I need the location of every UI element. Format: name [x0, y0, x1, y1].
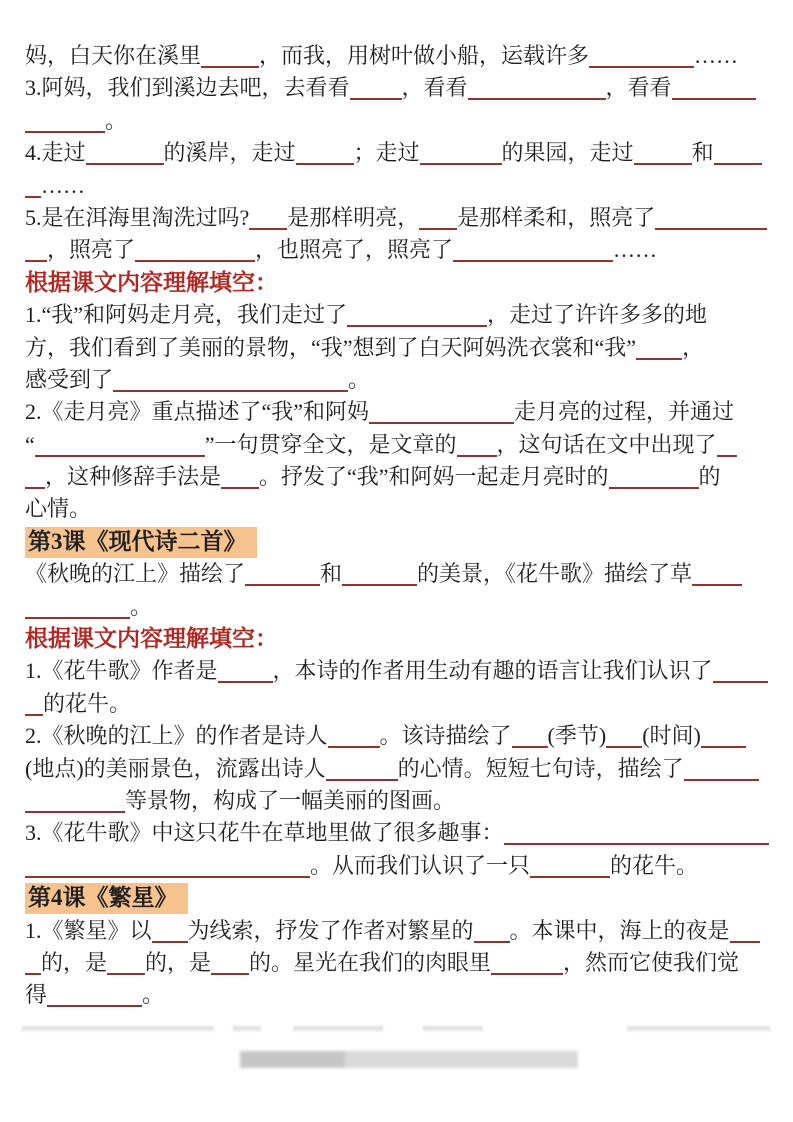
fill-in-blank	[684, 763, 759, 781]
ghost-text-artifact	[22, 1026, 214, 1031]
text-run: (季节)	[547, 723, 607, 749]
worksheet-line	[25, 591, 777, 623]
worksheet-line	[25, 850, 777, 882]
text-run: 和	[320, 561, 343, 587]
text-run: ；走过	[353, 140, 420, 166]
worksheet-line	[25, 332, 777, 364]
text-run: ，看看	[605, 75, 672, 101]
lesson-title-heading	[25, 882, 777, 914]
fill-in-blank	[468, 82, 606, 100]
fill-in-blank	[152, 925, 188, 943]
text-run: 4.走过	[25, 140, 86, 166]
fill-in-blank	[713, 665, 768, 683]
worksheet-line	[25, 979, 777, 1011]
text-run: 的心情。短短七句诗，描绘了	[397, 755, 684, 781]
fill-in-blank	[245, 568, 320, 586]
fill-in-blank	[504, 827, 769, 845]
fill-in-blank	[25, 471, 45, 489]
worksheet-line	[25, 202, 777, 234]
fill-in-blank	[113, 374, 348, 392]
fill-in-blank	[347, 309, 487, 327]
text-run: 。	[130, 593, 153, 619]
text-run: ，走过了许许多多的地	[487, 302, 708, 328]
fill-in-blank	[634, 147, 692, 165]
text-run: ……	[613, 237, 658, 263]
worksheet-line	[25, 40, 777, 72]
worksheet-line	[25, 234, 777, 266]
fill-in-blank	[672, 82, 756, 100]
text-run: 的花牛。	[610, 852, 699, 878]
fill-in-blank	[47, 989, 142, 1007]
ghost-text-artifact	[233, 1026, 261, 1031]
heading-text: 第4课《繁星》	[25, 883, 188, 914]
fill-in-blank	[25, 860, 310, 878]
text-run: ，这种修辞手法是	[45, 464, 222, 490]
fill-in-blank	[491, 957, 563, 975]
fill-in-blank	[86, 147, 164, 165]
text-run: 走月亮的过程，并通过	[514, 399, 735, 425]
fill-in-blank	[25, 180, 41, 198]
text-run: 。本课中，海上的夜是	[509, 917, 730, 943]
fill-in-blank	[135, 244, 255, 262]
fill-in-blank	[221, 471, 259, 489]
ghost-text-artifact	[627, 1026, 770, 1031]
text-run: 的美景，《花牛歌》描绘了草	[417, 561, 693, 587]
text-run: ，	[682, 334, 705, 360]
ghost-text-artifact	[293, 1026, 383, 1031]
text-run: 为线索，抒发了作者对繁星的	[187, 917, 474, 943]
worksheet-line	[25, 947, 777, 979]
text-run: ，这句话在文中出现了	[496, 431, 717, 457]
ghost-text-artifact	[423, 1026, 483, 1031]
fill-in-blank	[201, 50, 259, 68]
fill-in-blank	[350, 82, 402, 100]
fill-in-blank	[453, 244, 613, 262]
text-run: 。该诗描绘了	[379, 723, 512, 749]
worksheet-line	[25, 461, 777, 493]
fill-in-blank	[328, 730, 380, 748]
text-run: 是那样柔和，照亮了	[457, 204, 656, 230]
fill-in-blank	[655, 212, 767, 230]
text-run: 。抒发了“我”和阿妈一起走月亮时的	[259, 464, 609, 490]
fill-in-blank	[512, 730, 548, 748]
worksheet-line	[25, 137, 777, 169]
text-run: ……	[694, 43, 739, 68]
text-run: 的，是	[41, 949, 108, 975]
fill-in-blank	[25, 698, 43, 716]
worksheet-body	[25, 40, 777, 1012]
fill-in-blank	[420, 147, 502, 165]
fill-in-blank	[457, 439, 497, 457]
text-run: ……	[41, 172, 85, 198]
text-run: 和	[691, 140, 714, 166]
worksheet-line	[25, 753, 777, 785]
fill-in-blank	[701, 730, 746, 748]
fill-in-blank	[342, 568, 417, 586]
heading-text: 根据课文内容理解填空：	[25, 269, 278, 295]
text-run: 的，是	[145, 949, 212, 975]
fill-in-blank	[474, 925, 510, 943]
section-heading-fill-in	[25, 267, 777, 299]
text-run: 。	[348, 366, 371, 392]
fill-in-blank	[717, 439, 737, 457]
text-run: 。从而我们认识了一只	[310, 852, 531, 878]
fill-in-blank	[530, 860, 610, 878]
worksheet-line	[25, 364, 777, 396]
text-run: 是那样明亮，	[287, 204, 420, 230]
worksheet-line	[25, 170, 777, 202]
text-run: 感受到了	[25, 366, 114, 392]
text-run: 的	[698, 464, 721, 490]
fill-in-blank	[609, 471, 699, 489]
fill-in-blank	[25, 957, 41, 975]
text-run: 5.是在洱海里淘洗过吗?	[25, 204, 250, 230]
fill-in-blank	[326, 763, 398, 781]
text-run: ”一句贯穿全文，是文章的	[204, 431, 457, 457]
text-run: ，而我，用树叶做小船，运载许多	[259, 43, 590, 68]
heading-text: 根据课文内容理解填空：	[25, 626, 278, 652]
fill-in-blank	[218, 665, 273, 683]
worksheet-line	[25, 785, 777, 817]
fill-in-blank	[211, 957, 249, 975]
worksheet-line	[25, 299, 777, 331]
text-run: 2.《秋晚的江上》的作者是诗人	[25, 723, 328, 749]
text-run: 《秋晚的江上》描绘了	[25, 561, 246, 587]
fill-in-blank	[25, 795, 125, 813]
fill-in-blank	[419, 212, 457, 230]
fill-in-blank	[606, 730, 642, 748]
fill-in-blank	[25, 244, 47, 262]
text-run: 3.《花牛歌》中这只花牛在草地里做了很多趣事：	[25, 820, 504, 846]
fill-in-blank	[730, 925, 760, 943]
worksheet-line	[25, 688, 777, 720]
fill-in-blank	[249, 212, 287, 230]
fill-in-blank	[35, 439, 205, 457]
text-run: (地点)的美丽景色，流露出诗人	[25, 755, 326, 781]
worksheet-line	[25, 105, 777, 137]
text-run: (时间)	[642, 723, 701, 749]
text-run: ，照亮了	[47, 237, 136, 263]
worksheet-line	[25, 72, 777, 104]
text-run: ，看看	[401, 75, 468, 101]
worksheet-line	[25, 396, 777, 428]
text-run: “	[25, 431, 35, 457]
text-run: 心情。	[25, 496, 92, 522]
worksheet-line	[25, 817, 777, 849]
text-run: 方，我们看到了美丽的景物，“我”想到了白天阿妈洗衣裳和“我”	[25, 334, 637, 360]
worksheet-line	[25, 558, 777, 590]
text-run: 3.阿妈，我们到溪边去吧，去看看	[25, 75, 350, 101]
text-run: 2.《走月亮》重点描述了“我”和阿妈	[25, 399, 370, 425]
text-run: 1.《花牛歌》作者是	[25, 658, 218, 684]
worksheet-line	[25, 655, 777, 687]
text-run: ，然而它使我们觉	[563, 949, 740, 975]
fill-in-blank	[296, 147, 354, 165]
fill-in-blank	[589, 50, 694, 68]
fill-in-blank	[692, 568, 742, 586]
text-run: 的溪岸，走过	[163, 140, 296, 166]
watermark-blur-dark-segment	[240, 1051, 345, 1068]
watermark-blur	[240, 1051, 578, 1068]
worksheet-line	[25, 915, 777, 947]
text-run: 的花牛。	[43, 690, 132, 716]
text-run: ，本诗的作者用生动有趣的语言让我们认识了	[272, 658, 713, 684]
fill-in-blank	[107, 957, 145, 975]
fill-in-blank	[636, 342, 682, 360]
worksheet-line	[25, 429, 777, 461]
text-run: ，也照亮了，照亮了	[255, 237, 454, 263]
worksheet-line	[25, 493, 777, 525]
text-run: 的。星光在我们的肉眼里	[249, 949, 492, 975]
text-run: 1.“我”和阿妈走月亮，我们走过了	[25, 302, 348, 328]
section-heading-fill-in	[25, 623, 777, 655]
heading-text: 第3课《现代诗二首》	[25, 527, 257, 558]
text-run: 妈，白天你在溪里	[25, 43, 202, 68]
text-run: 1.《繁星》以	[25, 917, 152, 943]
text-run: 。	[142, 982, 165, 1008]
text-run: 得	[25, 982, 48, 1008]
worksheet-line	[25, 720, 777, 752]
text-run: 。	[105, 107, 128, 133]
fill-in-blank	[369, 406, 514, 424]
text-run: 等景物，构成了一幅美丽的图画。	[125, 787, 456, 813]
fill-in-blank	[25, 601, 130, 619]
text-run: 的果园，走过	[501, 140, 634, 166]
fill-in-blank	[714, 147, 762, 165]
lesson-title-heading	[25, 526, 777, 558]
fill-in-blank	[25, 115, 105, 133]
